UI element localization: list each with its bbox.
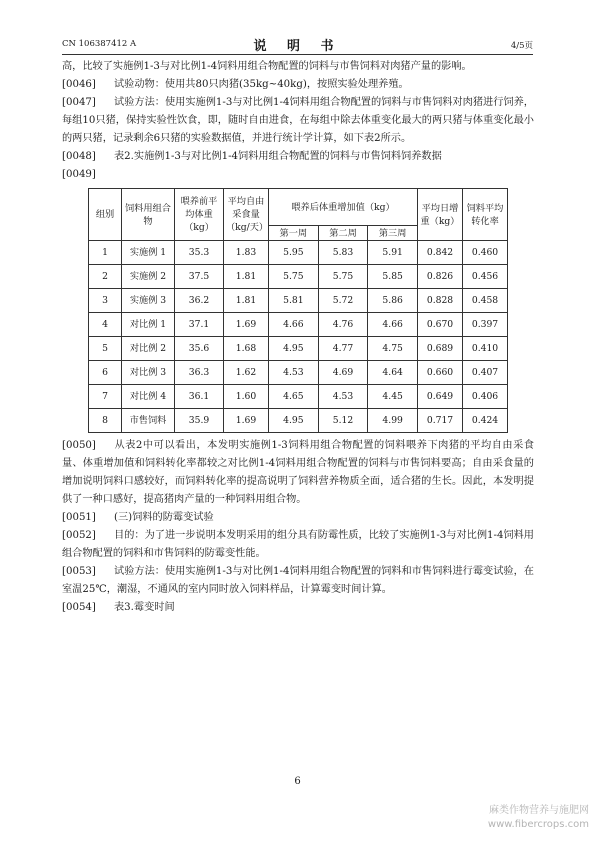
table-cell: 1 — [89, 241, 122, 265]
table-cell: 4.95 — [269, 409, 319, 433]
table-cell: 实施例 2 — [122, 265, 175, 289]
table-cell: 0.424 — [463, 409, 508, 433]
table-cell: 3 — [89, 289, 122, 313]
paragraph-continued: 高，比较了实施例1-3与对比例1-4饲料用组合物配置的饲料与市售饲料对肉猪产量的影响。 — [62, 61, 472, 72]
table-cell: 1.68 — [224, 337, 269, 361]
table-cell: 35.3 — [175, 241, 224, 265]
patent-number: CN 106387412 A — [62, 39, 137, 49]
table-cell: 对比例 1 — [122, 313, 175, 337]
table-cell: 4.66 — [269, 313, 319, 337]
table-cell: 4.64 — [368, 361, 418, 385]
table-cell: 1.69 — [224, 313, 269, 337]
table-cell: 0.842 — [418, 241, 463, 265]
header-week-1: 第一周 — [269, 226, 319, 241]
table-row — [89, 241, 508, 265]
table-cell: 0.670 — [418, 313, 463, 337]
document-title: 说 明 书 — [253, 39, 342, 54]
table-cell: 5 — [89, 337, 122, 361]
section-heading: (三)饲料的防霉变试验 — [114, 512, 214, 523]
table-cell: 1.81 — [224, 265, 269, 289]
table-cell: 0.406 — [463, 385, 508, 409]
header-week-2: 第二周 — [318, 226, 368, 241]
table-cell: 对比例 4 — [122, 385, 175, 409]
table-cell: 对比例 2 — [122, 337, 175, 361]
table-cell: 4.53 — [269, 361, 319, 385]
header-feed: 饲料用组合物 — [122, 189, 175, 241]
table-row — [89, 289, 508, 313]
table-cell: 7 — [89, 385, 122, 409]
table-cell: 4.99 — [368, 409, 418, 433]
table-cell: 0.407 — [463, 361, 508, 385]
paragraph-tag: [0047] — [62, 97, 96, 108]
table-cell: 4.45 — [368, 385, 418, 409]
paragraph-text: 从表2中可以看出，本发明实施例1-3饲料用组合物配置的饲料喂养下肉猪的平均自由采食量、体重增加值和饲料转化率都较之对比例1-4饲料用组合物配置的饲料与市售饲料要高；自由采食量的增加说明饲料口感较好，而饲料转化率的提高说明了饲料营养物质全面，适合猪的生长。因此，本发明提供了一种口感好，提高猪肉产量的一种饲料用组合物。 — [62, 440, 534, 505]
paragraph-0050 — [62, 437, 534, 509]
table-cell: 35.6 — [175, 337, 224, 361]
table-cell: 4.76 — [318, 313, 368, 337]
table-cell: 4.95 — [269, 337, 319, 361]
header-weight-gain: 喂养后体重增加值（kg） — [269, 189, 418, 226]
header-group: 组别 — [89, 189, 122, 241]
paragraph-0052 — [62, 527, 534, 563]
table-cell: 6 — [89, 361, 122, 385]
table-cell: 0.460 — [463, 241, 508, 265]
table-cell: 0.826 — [418, 265, 463, 289]
table-cell: 8 — [89, 409, 122, 433]
paragraph-tag: [0049] — [62, 169, 96, 180]
table-cell: 4.53 — [318, 385, 368, 409]
table-cell: 5.85 — [368, 265, 418, 289]
table-cell: 1.83 — [224, 241, 269, 265]
table-cell: 0.660 — [418, 361, 463, 385]
table-row — [89, 361, 508, 385]
paragraph-0049 — [62, 166, 534, 184]
paragraph-tag: [0048] — [62, 151, 96, 162]
page-header — [62, 34, 533, 55]
table-cell: 2 — [89, 265, 122, 289]
table-cell: 37.1 — [175, 313, 224, 337]
page-number: 6 — [294, 776, 301, 787]
table-cell: 0.458 — [463, 289, 508, 313]
table-row — [89, 337, 508, 361]
table-cell: 5.86 — [368, 289, 418, 313]
table-cell: 5.75 — [269, 265, 319, 289]
table-cell: 36.1 — [175, 385, 224, 409]
table-cell: 5.91 — [368, 241, 418, 265]
table-cell: 实施例 3 — [122, 289, 175, 313]
paragraph-0048 — [62, 148, 534, 166]
paragraph-text: 试验方法：使用实施例1-3与对比例1-4饲料用组合物配置的饲料与市售饲料对肉猪进行饲养，每组10只猪，保持实验性饮食，即，随时自由进食，在每组中除去体重变化最大的两只猪与体重变化最小的两只猪，记录剩余6只猪的实验数据值，并进行统计学计算，如下表2所示。 — [62, 97, 534, 144]
table-row — [89, 385, 508, 409]
watermark-name: 麻类作物营养与施肥网 — [489, 805, 589, 816]
table-cell: 实施例 1 — [122, 241, 175, 265]
table-cell: 37.5 — [175, 265, 224, 289]
feeding-data-table — [88, 188, 508, 433]
site-watermark — [488, 804, 589, 832]
header-initial-weight: 喂养前平均体重（kg） — [175, 189, 224, 241]
table-cell: 5.12 — [318, 409, 368, 433]
table-cell: 35.9 — [175, 409, 224, 433]
paragraph-text: 目的：为了进一步说明本发明采用的组分具有防霉性质，比较了实施例1-3与对比例1-4饲料用组合物配置的饲料和市售饲料的防霉变性能。 — [62, 530, 534, 559]
table-cell: 0.828 — [418, 289, 463, 313]
table-cell: 5.81 — [269, 289, 319, 313]
paragraph-0053 — [62, 563, 534, 599]
table-cell: 5.95 — [269, 241, 319, 265]
page-info: 4/5页 — [510, 41, 533, 51]
table-cell: 0.456 — [463, 265, 508, 289]
table-row — [89, 409, 508, 433]
paragraph-tag: [0046] — [62, 79, 96, 90]
table-cell: 4.77 — [318, 337, 368, 361]
paragraph-text: 试验方法：使用实施例1-3与对比例1-4饲料用组合物配置的饲料和市售饲料进行霉变试验，在室温25℃，潮湿，不通风的室内同时放入饲料样品，计算霉变时间计算。 — [62, 566, 534, 595]
table-cell: 1.62 — [224, 361, 269, 385]
paragraph-tag: [0052] — [62, 530, 96, 541]
table-cell: 5.83 — [318, 241, 368, 265]
table-cell: 0.410 — [463, 337, 508, 361]
table-cell: 0.689 — [418, 337, 463, 361]
paragraph-0054 — [62, 599, 534, 617]
paragraph-text: 试验动物：使用共80只肉猪(35kg~40kg)，按照实验处理养殖。 — [114, 79, 409, 90]
table-row — [89, 265, 508, 289]
table-cell: 1.69 — [224, 409, 269, 433]
paragraph-0047 — [62, 94, 534, 148]
paragraph-tag: [0054] — [62, 602, 96, 613]
table-caption: 表2.实施例1-3与对比例1-4饲料用组合物配置的饲料与市售饲料饲养数据 — [114, 151, 442, 162]
table-cell: 5.75 — [318, 265, 368, 289]
table-cell: 5.72 — [318, 289, 368, 313]
table-cell: 4 — [89, 313, 122, 337]
paragraph-tag: [0053] — [62, 566, 96, 577]
header-conversion-rate: 饲料平均转化率 — [463, 189, 508, 241]
paragraph-0051 — [62, 509, 534, 527]
table-cell: 4.66 — [368, 313, 418, 337]
table-cell: 4.69 — [318, 361, 368, 385]
table-cell: 36.2 — [175, 289, 224, 313]
header-week-3: 第三周 — [368, 226, 418, 241]
table-row — [89, 313, 508, 337]
paragraph-tag: [0050] — [62, 440, 96, 451]
table-cell: 1.60 — [224, 385, 269, 409]
table-cell: 0.717 — [418, 409, 463, 433]
paragraph-0046 — [62, 76, 534, 94]
watermark-url: www.fibercrops.com — [487, 819, 589, 830]
document-body — [62, 58, 534, 617]
table-cell: 4.75 — [368, 337, 418, 361]
table-cell: 4.65 — [269, 385, 319, 409]
paragraph-tag: [0051] — [62, 512, 96, 523]
header-daily-gain: 平均日增重（kg） — [418, 189, 463, 241]
table-caption: 表3.霉变时间 — [114, 602, 175, 613]
table-cell: 对比例 3 — [122, 361, 175, 385]
table-cell: 0.649 — [418, 385, 463, 409]
header-intake: 平均自由采食量（kg/天） — [224, 189, 269, 241]
table-cell: 1.81 — [224, 289, 269, 313]
table-cell: 36.3 — [175, 361, 224, 385]
table-cell: 0.397 — [463, 313, 508, 337]
table-cell: 市售饲料 — [122, 409, 175, 433]
